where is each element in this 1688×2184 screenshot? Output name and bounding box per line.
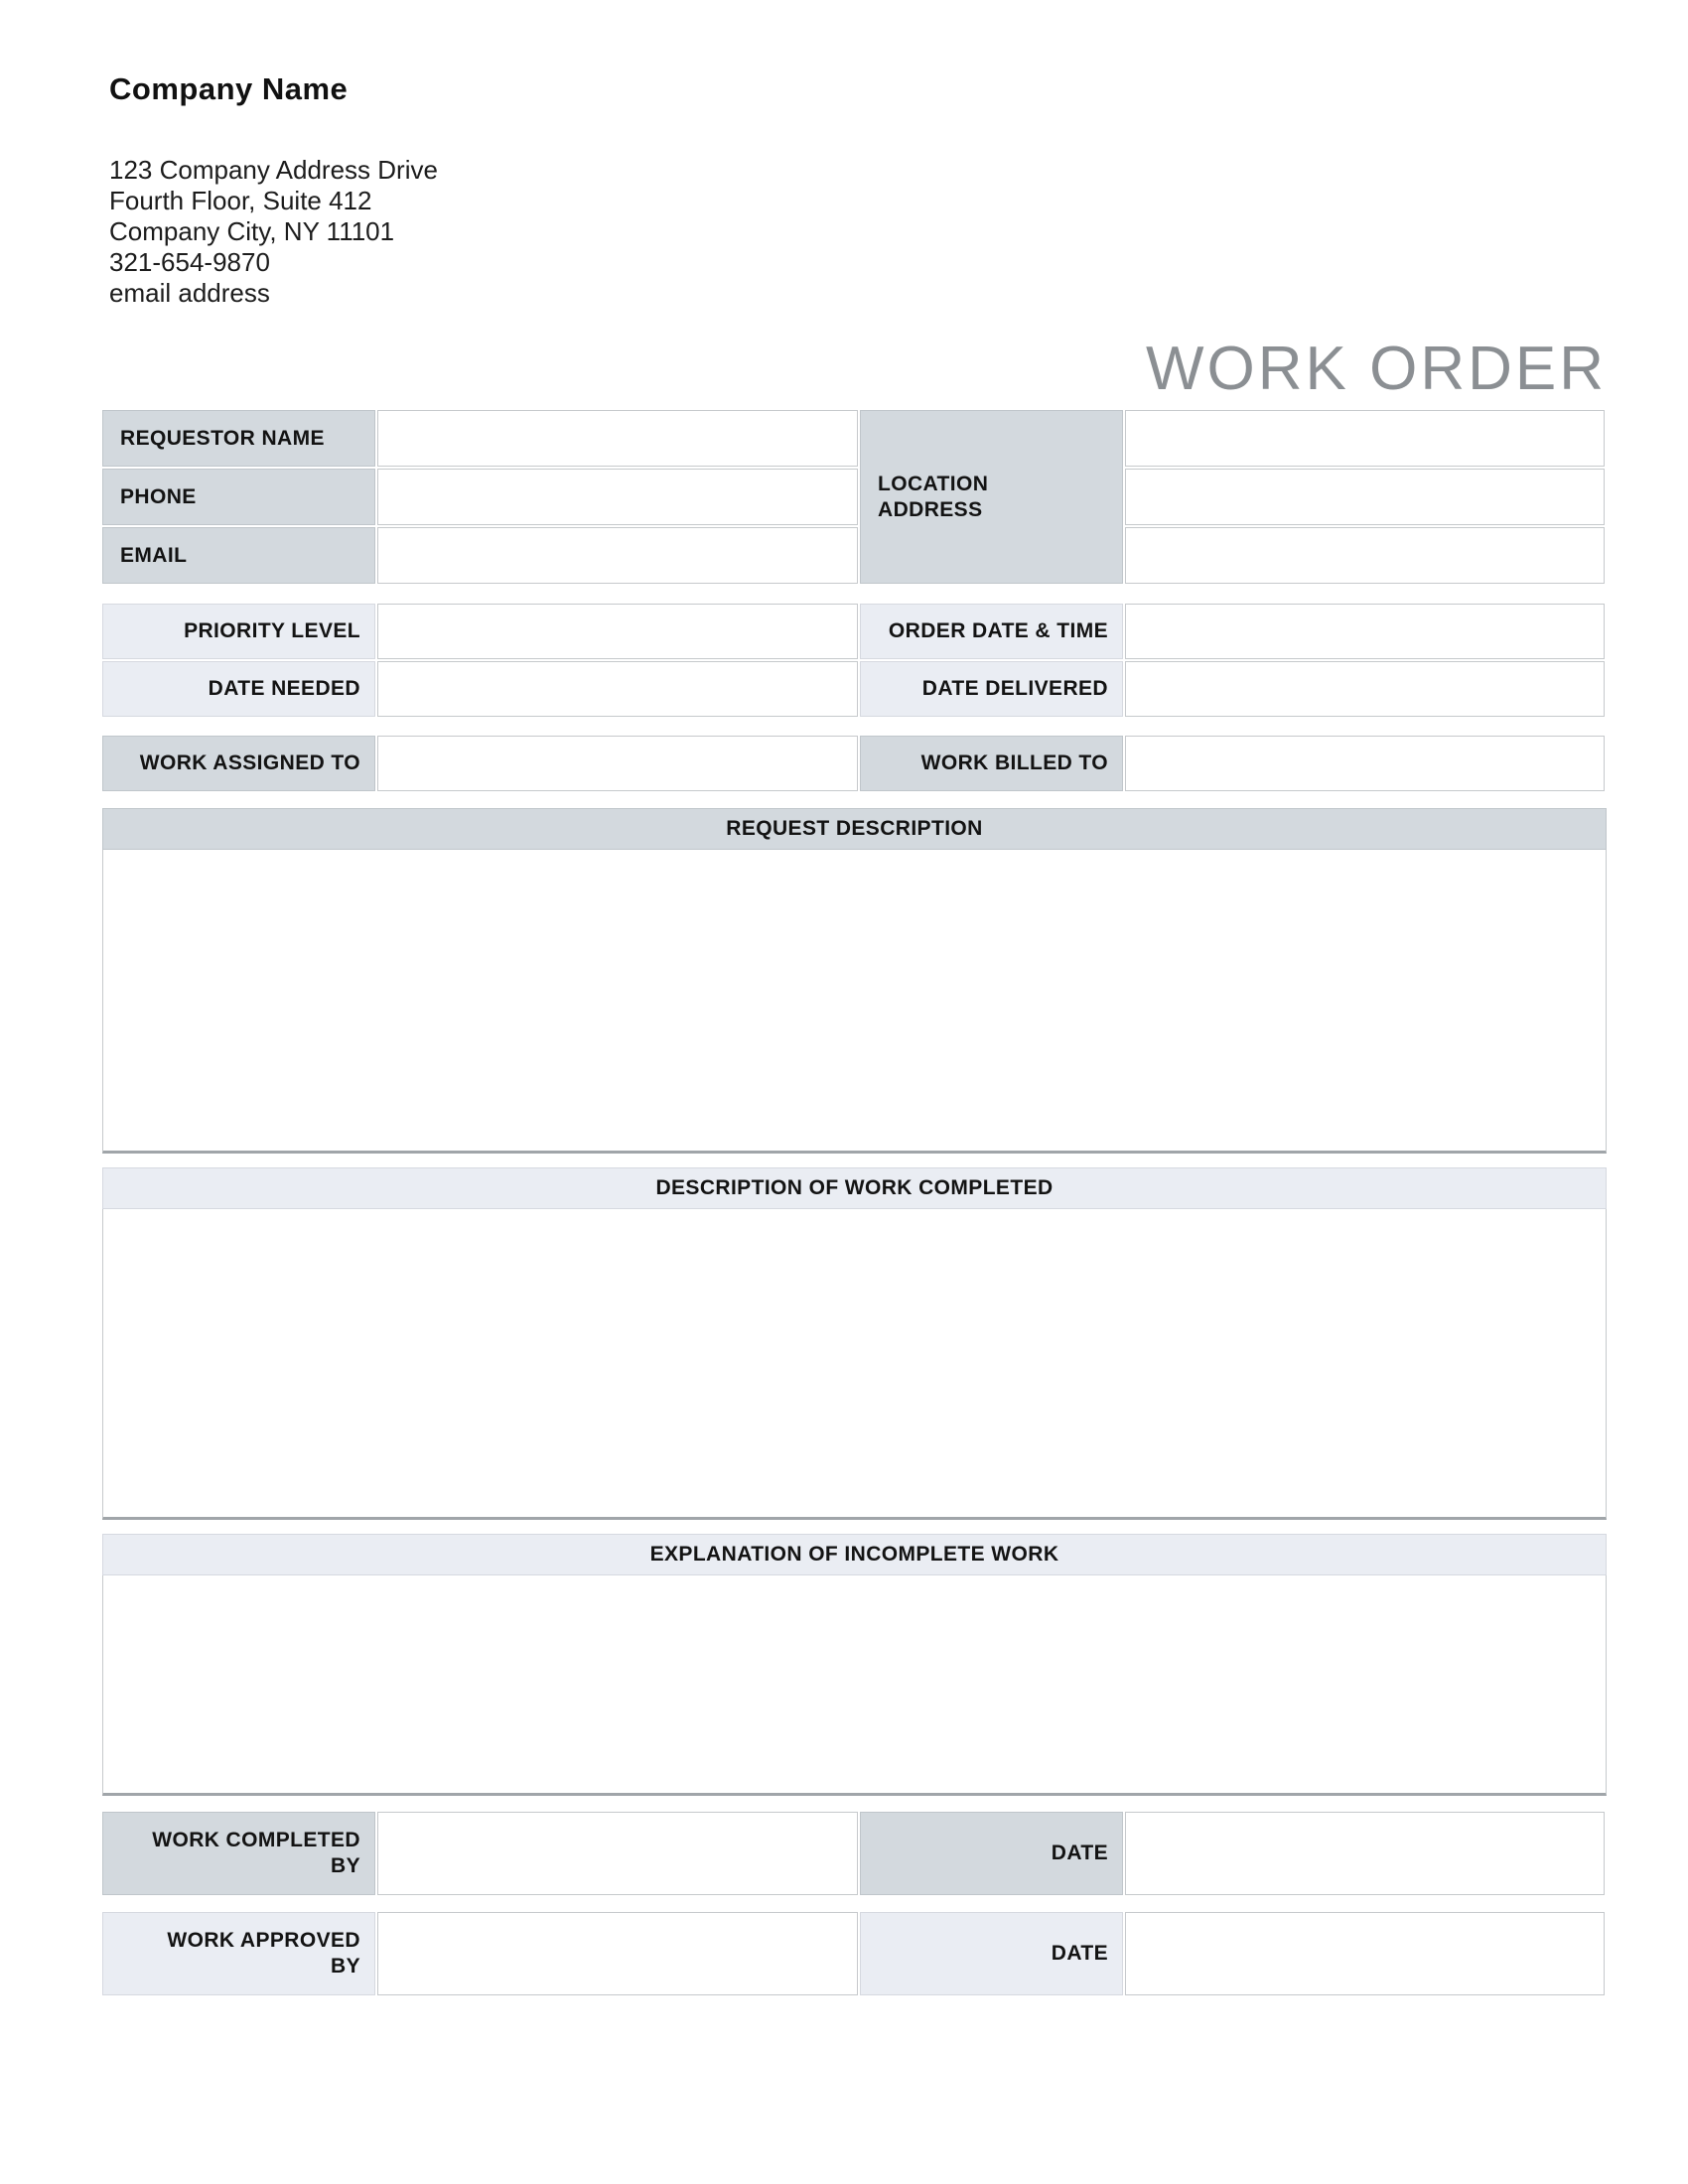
location-address-label: [860, 410, 1123, 584]
phone-label: PHONE: [102, 469, 375, 525]
location-address-input-line1[interactable]: [1125, 410, 1605, 467]
location-address-input-line2[interactable]: [1125, 469, 1605, 525]
location-address-label-text: LOCATION ADDRESS: [878, 472, 989, 521]
address-line: Fourth Floor, Suite 412: [109, 186, 372, 215]
email-label: EMAIL: [102, 527, 375, 584]
date-delivered-input[interactable]: [1125, 661, 1605, 717]
priority-level-label: PRIORITY LEVEL: [102, 604, 375, 659]
incomplete-work-input[interactable]: [102, 1575, 1607, 1796]
contact-section: [102, 410, 1607, 584]
assignment-section: [102, 736, 1607, 791]
work-approved-date-input[interactable]: [1125, 1912, 1605, 1995]
date-needed-label: DATE NEEDED: [102, 661, 375, 717]
work-completed-signoff-row: [102, 1812, 1607, 1895]
work-assigned-to-input[interactable]: [377, 736, 858, 791]
work-completed-description-input[interactable]: [102, 1209, 1607, 1520]
date-delivered-label: DATE DELIVERED: [860, 661, 1123, 717]
work-completed-date-input[interactable]: [1125, 1812, 1605, 1895]
work-completed-by-input[interactable]: [377, 1812, 858, 1895]
address-line: 321-654-9870: [109, 247, 270, 277]
work-billed-to-label: WORK BILLED TO: [860, 736, 1123, 791]
requestor-name-input[interactable]: [377, 410, 858, 467]
order-date-time-label: ORDER DATE & TIME: [860, 604, 1123, 659]
company-address-block: [109, 155, 438, 309]
work-order-form: [102, 410, 1607, 1995]
work-completed-by-label: [102, 1812, 375, 1895]
work-approved-signoff-row: [102, 1912, 1607, 1995]
work-approved-by-label-text: WORK APPROVED BY: [167, 1929, 360, 1978]
work-approved-by-label: [102, 1912, 375, 1995]
work-completed-description-header: DESCRIPTION OF WORK COMPLETED: [102, 1167, 1607, 1209]
location-address-input-line3[interactable]: [1125, 527, 1605, 584]
phone-input[interactable]: [377, 469, 858, 525]
work-billed-to-input[interactable]: [1125, 736, 1605, 791]
address-line: email address: [109, 278, 270, 308]
work-completed-date-label: DATE: [860, 1812, 1123, 1895]
work-approved-date-label: DATE: [860, 1912, 1123, 1995]
work-assigned-to-label: WORK ASSIGNED TO: [102, 736, 375, 791]
order-date-time-input[interactable]: [1125, 604, 1605, 659]
schedule-section: [102, 604, 1607, 717]
request-description-header: REQUEST DESCRIPTION: [102, 808, 1607, 850]
company-name: Company Name: [109, 71, 349, 106]
address-line: Company City, NY 11101: [109, 216, 395, 246]
work-approved-by-input[interactable]: [377, 1912, 858, 1995]
requestor-name-label: REQUESTOR NAME: [102, 410, 375, 467]
work-completed-by-label-text: WORK COMPLETED BY: [152, 1829, 360, 1877]
page-title: WORK ORDER: [1146, 335, 1607, 403]
priority-level-input[interactable]: [377, 604, 858, 659]
incomplete-work-header: EXPLANATION OF INCOMPLETE WORK: [102, 1534, 1607, 1575]
request-description-input[interactable]: [102, 850, 1607, 1154]
address-line: 123 Company Address Drive: [109, 155, 438, 185]
email-input[interactable]: [377, 527, 858, 584]
date-needed-input[interactable]: [377, 661, 858, 717]
